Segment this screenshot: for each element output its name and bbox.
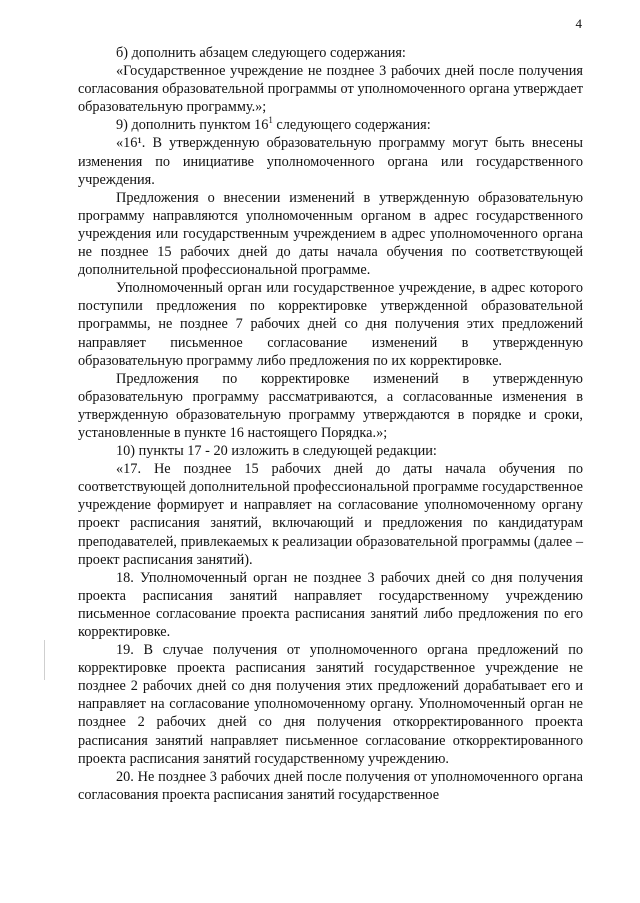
document-body <box>78 44 583 804</box>
item-9-superscript: 1 <box>268 115 273 126</box>
scan-margin-mark <box>44 640 45 680</box>
paragraph-18: 18. Уполномоченный орган не позднее 3 рабочих дней со дня получения проекта расписания занятий направляет государственному учреждению письменное согласование проекта расписания занятий либо предложения по его корректировке. <box>78 569 583 640</box>
item-9-suffix: следующего содержания: <box>272 117 431 134</box>
paragraph-change-proposals: Предложения о внесении изменений в утвержденную образовательную программу направляются уполномоченным органом в адрес государственного учреждения или государственным учреждением в адрес уполномоченного органа не позднее 15 рабочих дней до даты начала обучения по соответствующей дополнительной профессиональной программе. <box>78 189 583 279</box>
paragraph-quoted-approval: «Государственное учреждение не позднее 3 рабочих дней после получения согласования образовательной программы от уполномоченного органа утверждает образовательную программу.»; <box>78 63 583 116</box>
paragraph-subitem-b: б) дополнить абзацем следующего содержания: <box>116 45 406 61</box>
paragraph-correction-response: Уполномоченный орган или государственное учреждение, в адрес которого поступили предложения по корректировке утвержденной образовательной программы, не позднее 7 рабочих дней со дня получения этих предложений направляет письменное согласование изменений в утвержденную образовательную программу либо предложения по их корректировке. <box>78 280 583 369</box>
item-9-prefix: 9) дополнить пунктом 16 <box>116 117 269 134</box>
paragraph-16-1: «16¹. В утвержденную образовательную программу могут быть внесены изменения по инициативе уполномоченного органа или государственного учреждения. <box>78 135 583 188</box>
paragraph-17: «17. Не позднее 15 рабочих дней до даты начала обучения по соответствующей дополнительной профессиональной программе государственное учреждение формирует и направляет на согласование уполномоченному органу проект расписания занятий, включающий и предложения по кандидатурам преподавателей, привлекаемых к реализации образовательной программы (далее – проект расписания занятий). <box>78 461 583 568</box>
paragraph-item-10: 10) пункты 17 - 20 изложить в следующей редакции: <box>116 443 437 460</box>
paragraph-correction-review: Предложения по корректировке изменений в утвержденную образовательную программу рассматриваются, а согласованные изменения в утвержденную образовательную программу утверждаются в порядке и сроки, установленные в пункте 16 настоящего Порядка.»; <box>78 370 583 441</box>
page-number: 4 <box>575 16 582 31</box>
paragraph-item-9 <box>78 116 583 134</box>
paragraph-19: 19. В случае получения от уполномоченного органа предложений по корректировке проекта расписания занятий государственное учреждение не позднее 2 рабочих дней со дня получения этих предложений дорабатывает его и направляет на согласование уполномоченному органу. Уполномоченный орган не позднее 2 рабочих дней со дня получения откорректированного проекта расписания занятий направляет письменное согласование откорректированного проекта расписания занятий государственному учреждению. <box>78 642 583 767</box>
paragraph-20: 20. Не позднее 3 рабочих дней после получения от уполномоченного органа согласования проекта расписания занятий государственное <box>78 768 583 803</box>
